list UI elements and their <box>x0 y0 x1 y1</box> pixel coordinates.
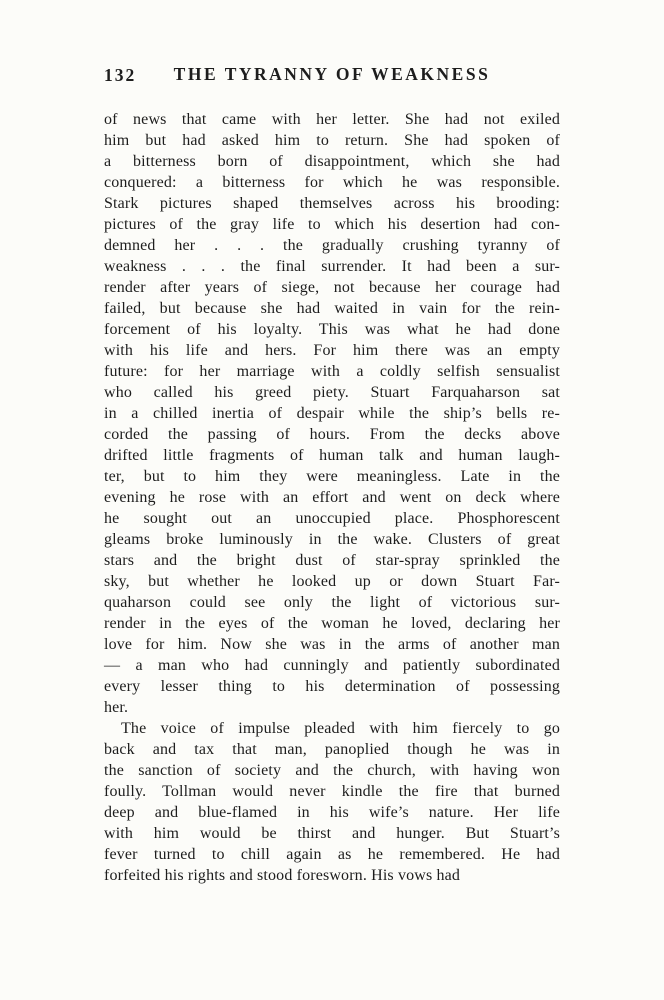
running-title: THE TYRANNY OF WEAKNESS <box>173 64 491 84</box>
text-line: render after years of siege, not because her courage had <box>104 279 560 296</box>
text-line: he sought out an unoccupied place. Phosphorescent <box>104 510 560 527</box>
text-line: forfeited his rights and stood foresworn. His vows had <box>104 867 461 884</box>
text-line: who called his greed piety. Stuart Farquaharson sat <box>104 384 560 401</box>
text-line: ter, but to him they were meaningless. Late in the <box>104 468 560 485</box>
text-line: fever turned to chill again as he remembered. He had <box>104 846 560 863</box>
text-line: with him would be thirst and hunger. But Stuart’s <box>104 825 560 842</box>
text-line: love for him. Now she was in the arms of another man <box>104 636 560 653</box>
page-header <box>104 64 560 88</box>
text-line: the sanction of society and the church, with having won <box>104 762 560 779</box>
text-line: in a chilled inertia of despair while the ship’s bells re- <box>104 405 560 422</box>
page-body <box>104 109 560 886</box>
text-line: The voice of impulse pleaded with him fiercely to go <box>121 720 560 737</box>
text-line: pictures of the gray life to which his desertion had con- <box>104 216 560 233</box>
text-line: evening he rose with an effort and went on deck where <box>104 489 560 506</box>
text-line: gleams broke luminously in the wake. Clusters of great <box>104 531 560 548</box>
text-line: drifted little fragments of human talk and human laugh- <box>104 447 560 464</box>
text-line: her. <box>104 699 129 716</box>
text-line: deep and blue-flamed in his wife’s nature. Her life <box>104 804 560 821</box>
text-line: with his life and hers. For him there was an empty <box>104 342 560 359</box>
text-line: — a man who had cunningly and patiently subordinated <box>104 657 560 674</box>
text-line: Stark pictures shaped themselves across his brooding: <box>104 195 560 212</box>
text-line: him but had asked him to return. She had spoken of <box>104 132 560 149</box>
text-line: back and tax that man, panoplied though he was in <box>104 741 560 758</box>
text-line: future: for her marriage with a coldly selfish sensualist <box>104 363 560 380</box>
text-line: every lesser thing to his determination of possessing <box>104 678 560 695</box>
paragraph <box>104 109 560 718</box>
text-line: sky, but whether he looked up or down Stuart Far- <box>104 573 560 590</box>
text-line: quaharson could see only the light of victorious sur- <box>104 594 560 611</box>
text-line: demned her . . . the gradually crushing tyranny of <box>104 237 560 254</box>
text-line: a bitterness born of disappointment, which she had <box>104 153 560 170</box>
text-line: foully. Tollman would never kindle the fire that burned <box>104 783 560 800</box>
text-line: render in the eyes of the woman he loved, declaring her <box>104 615 560 632</box>
text-line: corded the passing of hours. From the decks above <box>104 426 560 443</box>
text-line: of news that came with her letter. She had not exiled <box>104 111 560 128</box>
text-line: forcement of his loyalty. This was what he had done <box>104 321 560 338</box>
text-line: stars and the bright dust of star-spray sprinkled the <box>104 552 560 569</box>
text-line: weakness . . . the final surrender. It had been a sur- <box>104 258 560 275</box>
page-number: 132 <box>104 65 137 85</box>
paragraph <box>104 718 560 886</box>
text-line: conquered: a bitterness for which he was responsible. <box>104 174 560 191</box>
text-line: failed, but because she had waited in vain for the rein- <box>104 300 560 317</box>
